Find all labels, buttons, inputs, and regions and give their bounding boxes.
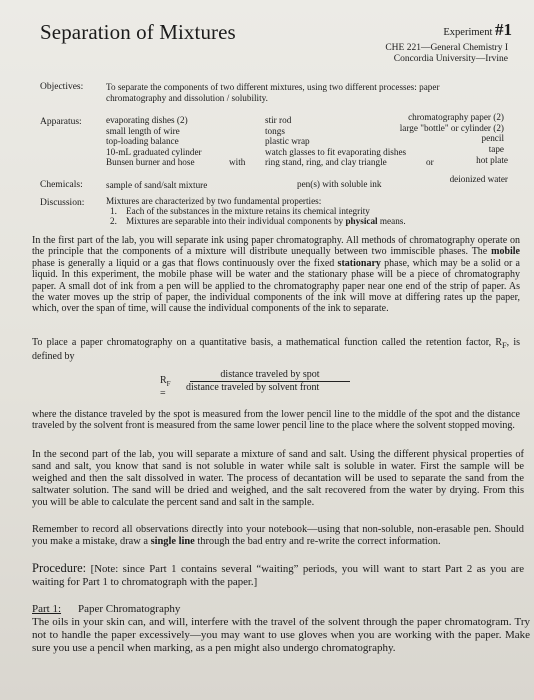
apparatus-item: top-loading balance <box>106 136 179 147</box>
text-span: Remember to record all observations directly into your notebook—using that non-soluble, non-erasable pen. Should you make a mistake, draw a <box>32 524 524 547</box>
formula-lhs <box>160 375 171 399</box>
discussion-point-2-number: 2. <box>110 216 117 226</box>
objectives-line-2: chromatography and dissolution / solubility. <box>106 92 268 103</box>
objectives-line-1: To separate the components of two different mixtures, using two different processes: paper <box>106 82 440 92</box>
paragraph-distance-definition: where the distance traveled by the spot is measured from the lower pencil line to the middle of the spot and the distance traveled by the solvent front is measured from the same lower pencil line to the place where the solvent stopped moving. <box>32 409 520 432</box>
procedure-note: [Note: since Part 1 contains several “waiting” periods, you will want to start Part 2 as you are waiting for Part 1 to chromatograph with the paper.] <box>32 563 524 588</box>
apparatus-item: ring stand, ring, and clay triangle <box>265 157 387 168</box>
text-span: To place a paper chromatography on a quantitative basis, a mathematical function called the retention factor, R <box>32 337 503 348</box>
apparatus-label: Apparatus: <box>40 117 82 127</box>
discussion-point-2 <box>126 216 506 227</box>
apparatus-item: watch glasses to fit evaporating dishes <box>265 146 407 157</box>
paragraph-sand-salt: In the second part of the lab, you will separate a mixture of sand and salt. Using the different physical properties of sand and salt, you know that sand is not soluble in water while salt is soluble in water. First the sample will be weighed and then the salt dissolved in water. The process of decantation will be used to separate the sand from the saltwater solution. The sand will be dried and weighed, and the salt recovered from the water by drying. From this you will be able to calculate the percent sand and salt in the sample. <box>32 449 524 508</box>
apparatus-item: 10-mL graduated cylinder <box>106 146 202 157</box>
bold-text: single line <box>150 536 195 547</box>
formula-symbol: R <box>160 375 167 386</box>
subscript: F <box>502 341 507 350</box>
procedure-label: Procedure: <box>32 561 87 575</box>
part-1-text: The oils in your skin can, and will, interfere with the travel of the solvent through the paper chromatogram. Try not to handle the paper excessively—you may want to use gloves when you are working with the paper. Make sure you use a pencil when marking, as a pen might also undergo chromatography. <box>32 616 530 654</box>
apparatus-item: pencil <box>481 133 504 144</box>
formula-equals: = <box>160 388 166 399</box>
apparatus-item: chromatography paper (2) <box>408 112 504 122</box>
discussion-intro: Mixtures are characterized by two fundamental properties: <box>106 196 322 206</box>
apparatus-col-1 <box>106 115 202 168</box>
apparatus-hot-plate: hot plate <box>476 155 508 165</box>
apparatus-item: tongs <box>265 125 285 136</box>
part-1-heading <box>32 603 61 615</box>
text-span: phase, which may be a solid or a liquid. In this experiment, the mobile phase will be water and the stationary phase will be a piece of chromatography paper. A small dot of ink from a pen will be applied to the chromatography paper near one end of the strip of paper. As the water moves up the strip of paper, the individual components of the ink will move at differing rates up the paper, which, over the span of time, will cause the individual components of the ink to separate. <box>32 257 520 315</box>
paragraph-chromatography <box>32 235 520 315</box>
university-name: Concordia University—Irvine <box>393 54 508 64</box>
apparatus-item: Bunsen burner and hose <box>106 157 195 168</box>
text-span: means. <box>377 216 406 226</box>
apparatus-item: small length of wire <box>106 125 180 136</box>
bold-text: mobile <box>491 246 520 258</box>
course-info <box>385 43 508 65</box>
text-span: Mixtures are separable into their individual components by <box>126 216 346 226</box>
apparatus-item: plastic wrap <box>265 136 310 147</box>
paragraph-retention-factor <box>32 337 520 363</box>
chemical-item: sample of sand/salt mixture <box>106 180 208 190</box>
formula-subscript: F <box>166 380 171 388</box>
text-span: through the bad entry and re-write the correct information. <box>194 536 441 547</box>
bold-text: stationary <box>337 257 381 269</box>
experiment-label: Experiment <box>443 27 493 38</box>
bold-text: physical <box>345 216 378 226</box>
apparatus-with: with <box>229 157 246 167</box>
text-span: phase is generally a liquid or a gas that flows continuously over the fixed <box>32 257 338 269</box>
text-span: , is defined by <box>32 337 521 363</box>
apparatus-col-3 <box>400 112 504 154</box>
part-1-title: Paper Chromatography <box>78 603 181 615</box>
objectives-text <box>106 82 516 103</box>
apparatus-item: stir rod <box>265 115 292 125</box>
chemicals-label: Chemicals: <box>40 180 83 190</box>
chemical-item: pen(s) with soluble ink <box>297 179 382 189</box>
apparatus-item: evaporating dishes (2) <box>106 115 188 125</box>
apparatus-item: tape <box>488 143 504 154</box>
paragraph-notebook <box>32 524 524 548</box>
formula-denominator: distance traveled by solvent front <box>186 382 320 393</box>
course-name: CHE 221—General Chemistry I <box>385 43 508 53</box>
objectives-label: Objectives: <box>40 82 84 92</box>
text-span: In the first part of the lab, you will separate ink using paper chromatography. All methods of chromatography operate on the principle that the components of a mixture will distribute unequally between two immiscible phases. The <box>32 235 520 258</box>
apparatus-or: or <box>426 157 434 167</box>
page-title: Separation of Mixtures <box>40 20 236 44</box>
discussion-label: Discussion: <box>40 198 85 208</box>
chemical-item: deionized water <box>449 174 508 184</box>
discussion-point-1: Each of the substances in the mixture retains its chemical integrity <box>126 206 370 216</box>
discussion-point-1-number: 1. <box>110 206 117 216</box>
formula-numerator: distance traveled by spot <box>190 369 350 382</box>
experiment-number-value: #1 <box>495 20 512 39</box>
apparatus-col-2 <box>265 115 406 168</box>
apparatus-item: large "bottle" or cylinder (2) <box>399 122 504 133</box>
procedure-section <box>32 562 524 589</box>
experiment-number <box>443 20 512 40</box>
part-1-label: Part 1: <box>32 603 62 615</box>
